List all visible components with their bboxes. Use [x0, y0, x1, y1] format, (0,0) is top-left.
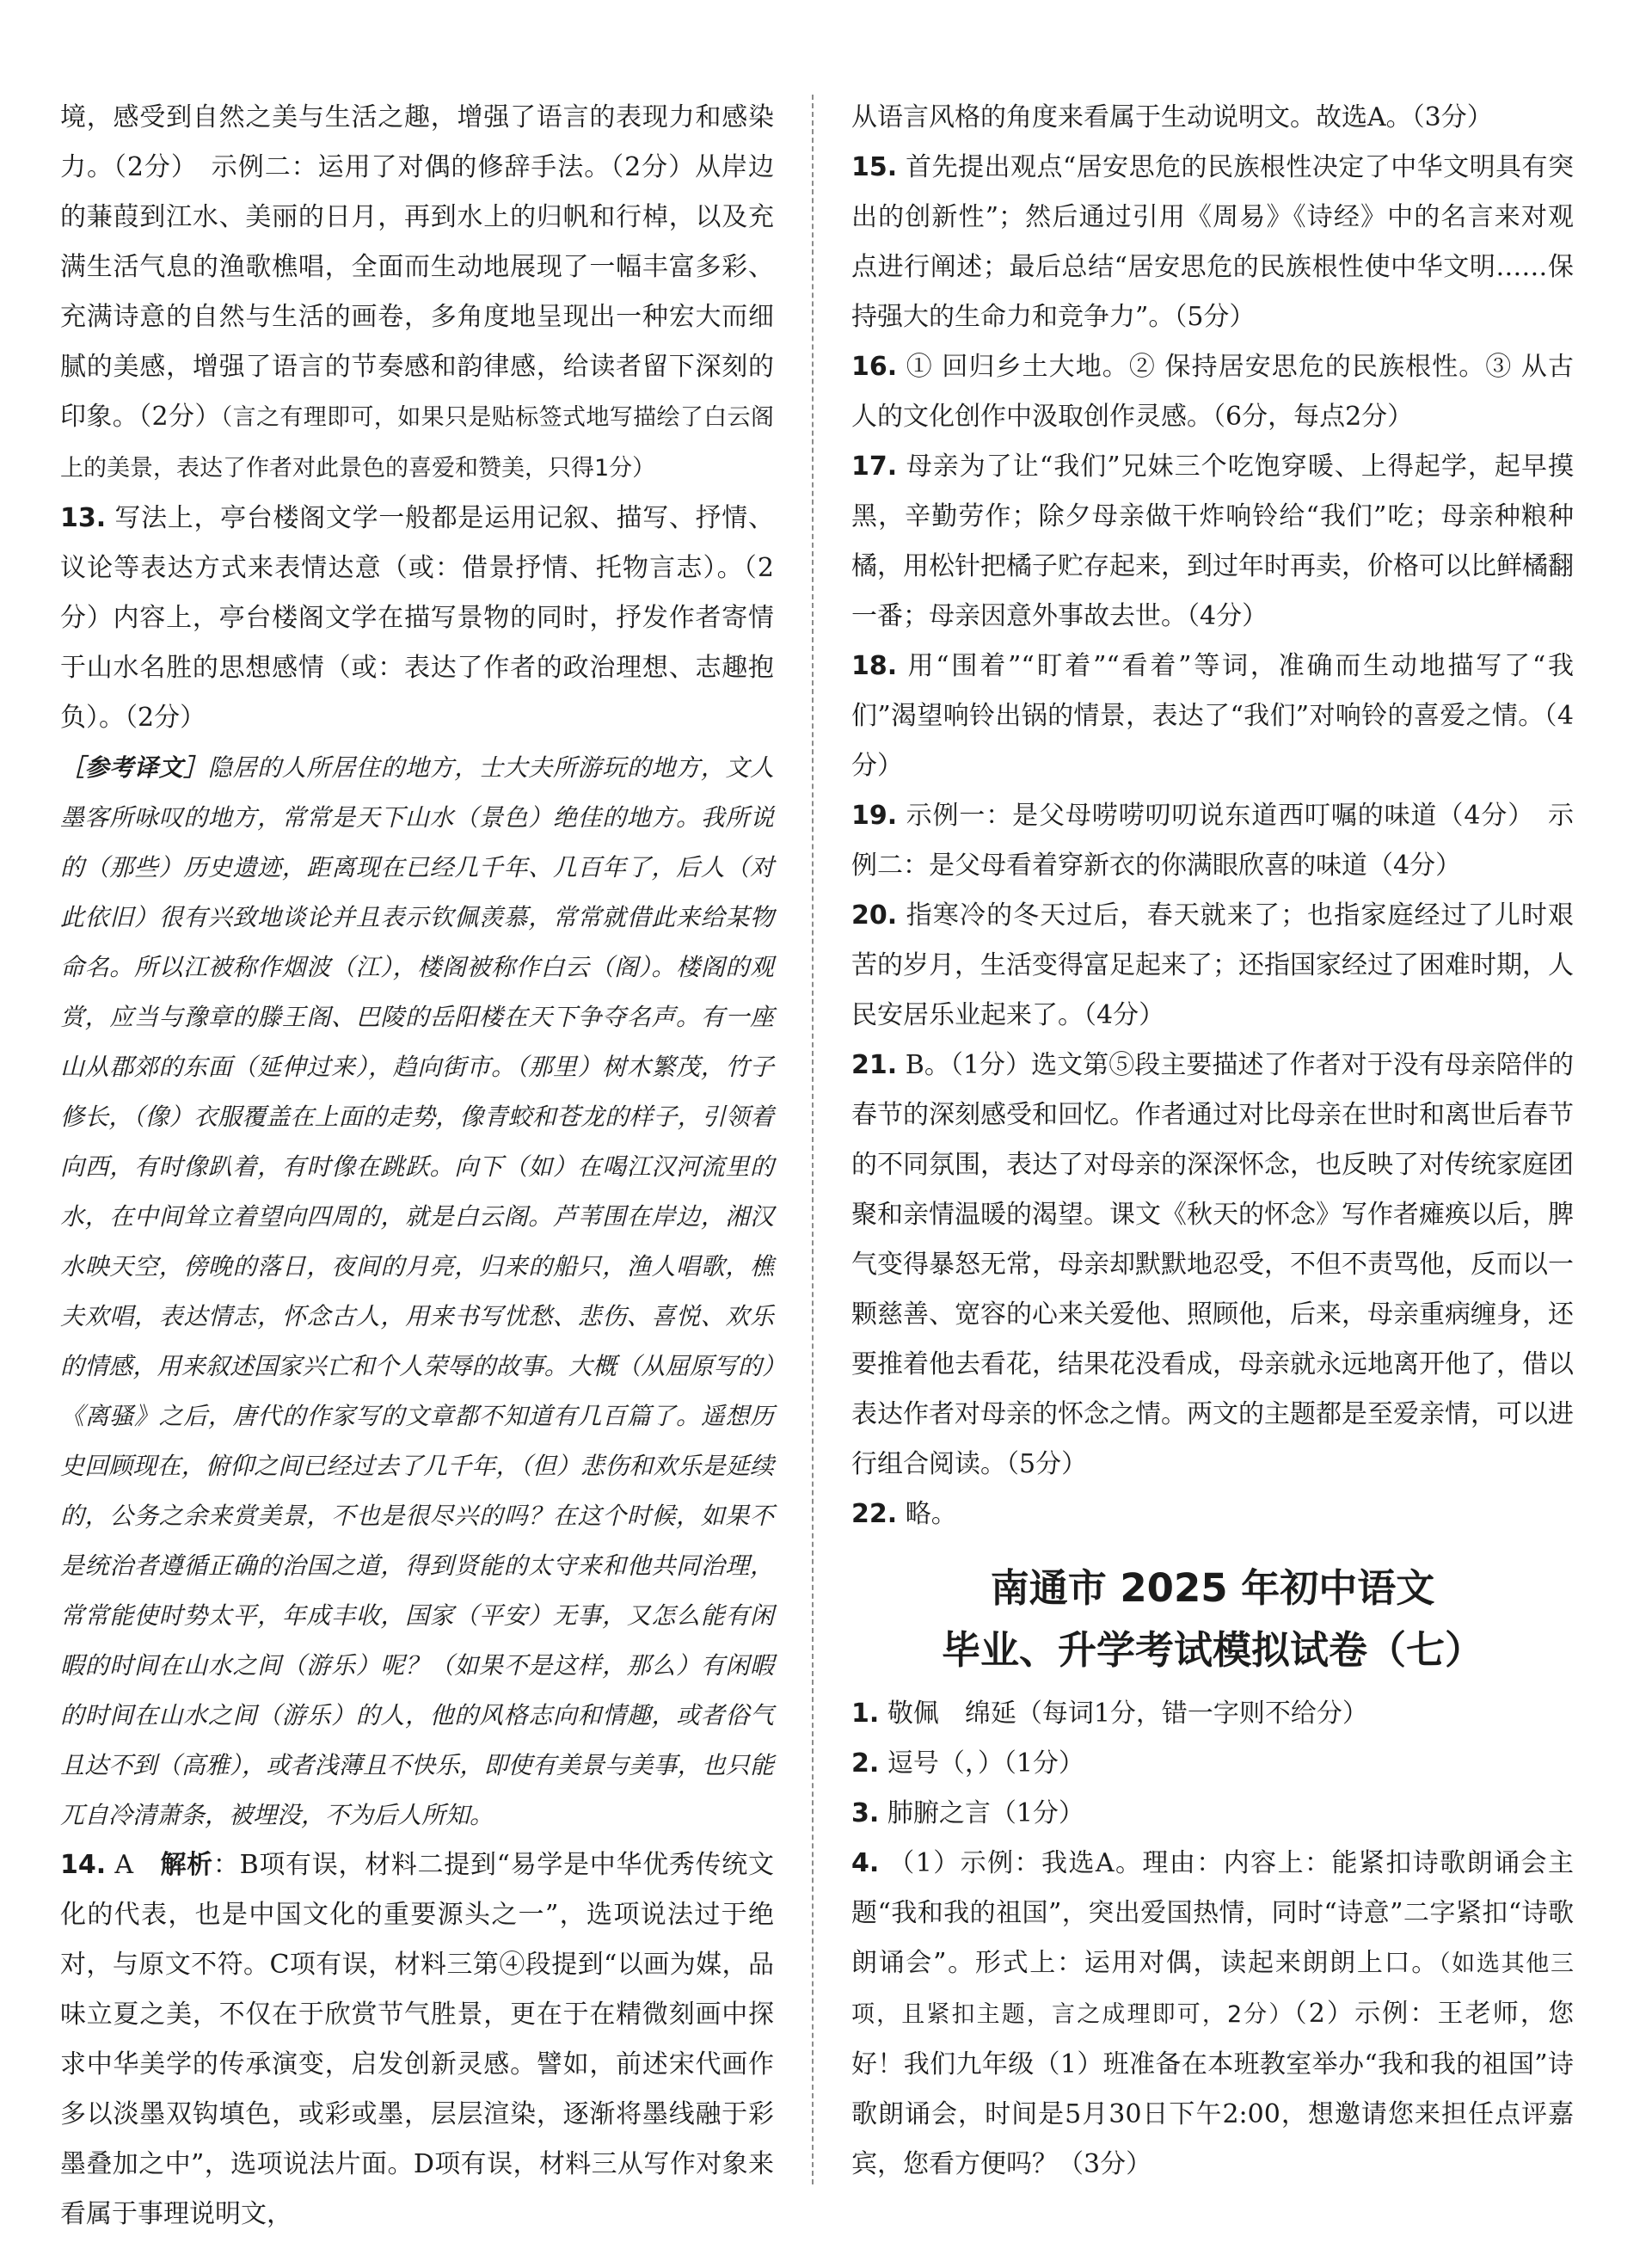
- q20-text: 指寒冷的冬天过后，春天就来了；也指家庭经过了儿时艰苦的岁月，生活变得富足起来了；还指国家经过了困难时期，人民安居乐业起来了。（4分）: [851, 900, 1575, 1030]
- q20-answer: [851, 891, 1574, 1041]
- q17-answer: [851, 442, 1574, 642]
- reference-translation-text: 隐居的人所居住的地方，士大夫所游玩的地方，文人墨客所咏叹的地方，常常是天下山水（景色）绝佳的地方。我所说的（那些）历史遗迹，距离现在已经几千年、几百年了，后人（对此依旧）很有兴致地谈论并且表示钦佩羡慕，常常就借此来给某物命名。所以江被称作烟波（江），楼阁被称作白云（阁）。楼阁的观赏，应当与豫章的滕王阁、巴陵的岳阳楼在天下争夺名声。有一座山从郡郊的东面（延伸过来），趋向街市。（那里）树木繁茂，竹子修长，（像）衣服覆盖在上面的走势，像青蛟和苍龙的样子，引领着向西，有时像趴着，有时像在跳跃。向下（如）在喝江汉河流里的水，在中间耸立着望向四周的，就是白云阁。芦苇围在岸边，湘汉水映天空，傍晚的落日，夜间的月亮，归来的船只，渔人唱歌，樵夫欢唱，表达情志，怀念古人，用来书写忧愁、悲伤、喜悦、欢乐的情感，用来叙述国家兴亡和个人荣辱的故事。大概（从屈原写的）《离骚》之后，唐代的作家写的文章都不知道有几百篇了。遥想历史回顾现在，俯仰之间已经过去了几千年，（但）悲伤和欢乐是延续的，公务之余来赏美景，不也是很尽兴的吗？在这个时候，如果不是统治者遵循正确的治国之道，得到贤能的太守来和他共同治理，常常能使时势太平，年成丰收，国家（平安）无事，又怎么能有闲暇的时间在山水之间（游乐）呢？（如果不是这样，那么）有闲暇的时间在山水之间（游乐）的人，他的风格志向和情趣，或者俗气且达不到（高雅），或者浅薄且不快乐，即使有美景与美事，也只能兀自冷清萧条，被埋没，不为后人所知。: [60, 753, 774, 1829]
- a2-text: 逗号（，）（1分）: [887, 1748, 1084, 1779]
- q22-answer: [851, 1490, 1574, 1539]
- exam-title-line-1: 南通市 2025 年初中语文: [990, 1565, 1435, 1611]
- q19-answer: [851, 791, 1574, 891]
- q19-text: 示例一：是父母唠唠叨叨说东道西叮嘱的味道（4分） 示例二：是父母看着穿新衣的你满眼欣喜的味道（4分）: [851, 801, 1574, 881]
- a2-answer: [851, 1739, 1574, 1789]
- a2-number: 2.: [851, 1748, 880, 1779]
- q12-continuation: [60, 93, 774, 494]
- q14-continuation: 从语言风格的角度来看属于生动说明文。故选A。（3分）: [851, 102, 1493, 132]
- a4-number: 4.: [851, 1848, 880, 1878]
- q15-text: 首先提出观点“居安思危的民族根性决定了中华文明具有突出的创新性”；然后通过引用《周易》《诗经》中的名言来对观点进行阐述；最后总结“居安思危的民族根性使中华文明……保持强大的生命力和竞争力”。（5分）: [851, 152, 1574, 332]
- q21-answer: [851, 1041, 1574, 1490]
- q16-answer: [851, 342, 1574, 442]
- q15-number: 15.: [851, 152, 898, 182]
- q17-text: 母亲为了让“我们”兄妹三个吃饱穿暖、上得起学，起早摸黑，辛勤劳作；除夕母亲做干炸响铃给“我们”吃；母亲种粮种橘，用松针把橘子贮存起来，到过年时再卖，价格可以比鲜橘翻一番；母亲因意外事故去世。（4分）: [851, 452, 1574, 631]
- q13-text: 写法上，亭台楼阁文学一般都是运用记叙、描写、抒情、议论等表达方式来表情达意（或：借景抒情、托物言志）。（2分）内容上，亭台楼阁文学在描写景物的同时，抒发作者寄情于山水名胜的思想感情（或：表达了作者的政治理想、志趣抱负）。（2分）: [60, 503, 774, 733]
- q22-text: 略。: [905, 1499, 957, 1529]
- exam-title-line-2: 毕业、升学考试模拟试卷（七）: [941, 1627, 1483, 1673]
- q13-number: 13.: [60, 503, 107, 533]
- q14-answer: [60, 1840, 774, 2239]
- a1-number: 1.: [851, 1699, 880, 1729]
- a1-answer: [851, 1689, 1574, 1739]
- q17-number: 17.: [851, 452, 898, 482]
- q12-text: 境，感受到自然之美与生活之趣，增强了语言的表现力和感染力。（2分） 示例二：运用了对偶的修辞手法。（2分）从岸边的蒹葭到江水、美丽的日月，再到水上的归帆和行棹，以及充满生活气息的渔歌樵唱，全面而生动地展现了一幅丰富多彩、充满诗意的自然与生活的画卷，多角度地呈现出一种宏大而细腻的美感，增强了语言的节奏感和韵律感，给读者留下深刻的印象。（2分）: [60, 102, 774, 432]
- left-column: [60, 93, 774, 2239]
- q14-analysis-label: 解析: [160, 1850, 213, 1880]
- q13-answer: [60, 494, 774, 743]
- a3-answer: [851, 1789, 1574, 1839]
- q15-answer: [851, 143, 1574, 342]
- right-column: [851, 93, 1574, 2190]
- q21-number: 21.: [851, 1050, 898, 1080]
- column-divider: [812, 95, 814, 2184]
- a4-scoring-note: （如选其他三项，且紧扣主题，言之成理即可，2分）: [851, 1951, 1575, 2028]
- q14-choice: A: [114, 1850, 134, 1880]
- q18-number: 18.: [851, 651, 898, 681]
- q18-answer: [851, 642, 1574, 791]
- q12-scoring-note: （言之有理即可，如果只是贴标签式地写描绘了白云阁上的美景，表达了作者对此景色的喜爱和赞美，只得1分）: [60, 404, 774, 482]
- q19-number: 19.: [851, 801, 898, 831]
- a4-text-part2: （2）示例：王老师，您好！我们九年级（1）班准备在本班教室举办“我和我的祖国”诗歌朗诵会，时间是5月30日下午2:00，想邀请您来担任点评嘉宾，您看方便吗？（3分）: [851, 1999, 1574, 2179]
- q14-text: ：B项有误，材料二提到“易学是中华优秀传统文化的代表，也是中国文化的重要源头之一”，选项说法过于绝对，与原文不符。C项有误，材料三第④段提到“以画为媒，品味立夏之美，不仅在于欣赏节气胜景，更在于在精微刻画中探求中华美学的传承演变，启发创新灵感。譬如，前述宋代画作多以淡墨双钩填色，或彩或墨，层层渲染，逐渐将墨线融于彩墨叠加之中”，选项说法片面。D项有误，材料三从写作对象来看属于事理说明文，: [60, 1850, 775, 2229]
- a4-text: （1）示例：我选A。理由：内容上：能紧扣诗歌朗诵会主题“我和我的祖国”，突出爱国热情，同时“诗意”二字紧扣“诗歌朗诵会”。形式上：运用对偶，读起来朗朗上口。: [851, 1848, 1574, 1978]
- a4-answer: [851, 1839, 1574, 2190]
- reference-translation-tag: ［参考译文］: [60, 753, 208, 782]
- reference-translation: [60, 743, 774, 1840]
- q16-text: ① 回归乡土大地。② 保持居安思危的民族根性。③ 从古人的文化创作中汲取创作灵感。（6分，每点2分）: [851, 352, 1574, 432]
- q20-number: 20.: [851, 900, 898, 931]
- q22-number: 22.: [851, 1499, 898, 1529]
- q16-number: 16.: [851, 352, 898, 382]
- q18-text: 用“围着”“盯着”“看着”等词，准确而生动地描写了“我们”渴望响铃出锅的情景，表达了“我们”对响铃的喜爱之情。（4分）: [851, 651, 1574, 781]
- q21-text: B。（1分）选文第⑤段主要描述了作者对于没有母亲陪伴的春节的深刻感受和回忆。作者通过对比母亲在世时和离世后春节的不同氛围，表达了对母亲的深深怀念，也反映了对传统家庭团聚和亲情温暖的渴望。课文《秋天的怀念》写作者瘫痪以后，脾气变得暴怒无常，母亲却默默地忍受，不但不责骂他，反而以一颗慈善、宽容的心来关爱他、照顾他，后来，母亲重病缠身，还要推着他去看花，结果花没看成，母亲就永远地离开他了，借以表达作者对母亲的怀念之情。两文的主题都是至爱亲情，可以进行组合阅读。（5分）: [851, 1050, 1574, 1479]
- a3-number: 3.: [851, 1798, 880, 1828]
- q14-number: 14.: [60, 1850, 107, 1880]
- a3-text: 肺腑之言（1分）: [887, 1798, 1084, 1828]
- a1-text: 敬佩 绵延（每词1分，错一字则不给分）: [887, 1699, 1368, 1729]
